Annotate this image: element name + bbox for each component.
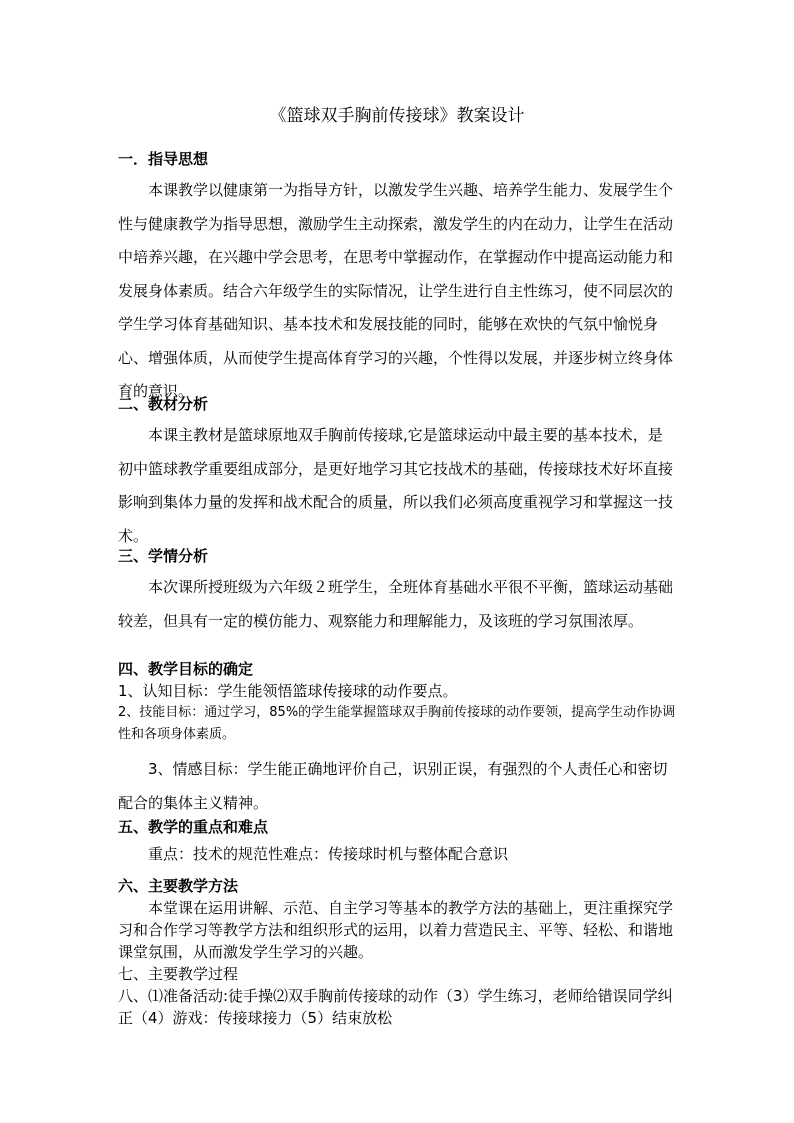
section-heading-teaching-goals: 四、教学目标的确定 xyxy=(118,660,254,678)
section-body-key-points: 重点：技术的规范性难点：传接球时机与整体配合意识 xyxy=(148,845,509,863)
section-heading-material-analysis: 二、教材分析 xyxy=(118,395,209,413)
goal-item-cognitive: 1、认知目标：学生能领悟篮球传接球的动作要点。 xyxy=(118,682,458,700)
section-heading-teaching-methods: 六、主要教学方法 xyxy=(118,877,239,895)
document-title: 《篮球双手胸前传接球》教案设计 xyxy=(269,106,525,126)
section-heading-student-analysis: 三、学情分析 xyxy=(118,547,209,565)
section-heading-guiding-thought: 一．指导思想 xyxy=(118,150,209,168)
section-heading-teaching-process: 七、主要教学过程 xyxy=(118,965,239,983)
goal-item-skill: 2、技能目标：通过学习，85%的学生能掌握篮球双手胸前传接球的动作要领，提高学生动作协调性和各项身体素质。 xyxy=(118,705,676,742)
section-body-teaching-process: 八、⑴准备活动:徒手操⑵双手胸前传接球的动作（3）学生练习，老师给错误同学纠正（4）游戏：传接球接力（5）结束放松 xyxy=(118,987,673,1027)
section-body-material-analysis: 本课主教材是篮球原地双手胸前传接球,它是篮球运动中最主要的基本技术，是初中篮球教学重要组成部分，是更好地学习其它技战术的基础，传接球技术好坏直接影响到集体力量的发挥和战术配合的质量，所以我们必须高度重视学习和掌握这一技术。 xyxy=(118,426,674,545)
section-heading-key-points: 五、教学的重点和难点 xyxy=(118,818,269,836)
goal-item-affective: 3、情感目标：学生能正确地评价自己，识别正误，有强烈的个人责任心和密切配合的集体主义精神。 xyxy=(118,760,668,812)
section-body-guiding-thought: 本课教学以健康第一为指导方针，以激发学生兴趣、培养学生能力、发展学生个性与健康教学为指导思想，激励学生主动探索，激发学生的内在动力，让学生在活动中培养兴趣，在兴趣中学会思考，在思考中掌握动作，在掌握动作中提高运动能力和发展身体素质。结合六年级学生的实际情况，让学生进行自主性练习，使不同层次的学生学习体育基础知识、基本技术和发展技能的同时，能够在欢快的气氛中愉悦身心、增强体质，从而使学生提高体育学习的兴趣，个性得以发展，并逐步树立终身体育的意识。 xyxy=(118,181,674,400)
section-body-student-analysis: 本次课所授班级为六年级２班学生，全班体育基础水平很不平衡，篮球运动基础较差，但具有一定的模仿能力、观察能力和理解能力，及该班的学习氛围浓厚。 xyxy=(118,578,674,630)
section-body-teaching-methods: 本堂课在运用讲解、示范、自主学习等基本的教学方法的基础上，更注重探究学习和合作学习等教学方法和组织形式的运用，以着力营造民主、平等、轻松、和谐地课堂氛围，从而激发学生学习的兴趣。 xyxy=(118,899,674,961)
